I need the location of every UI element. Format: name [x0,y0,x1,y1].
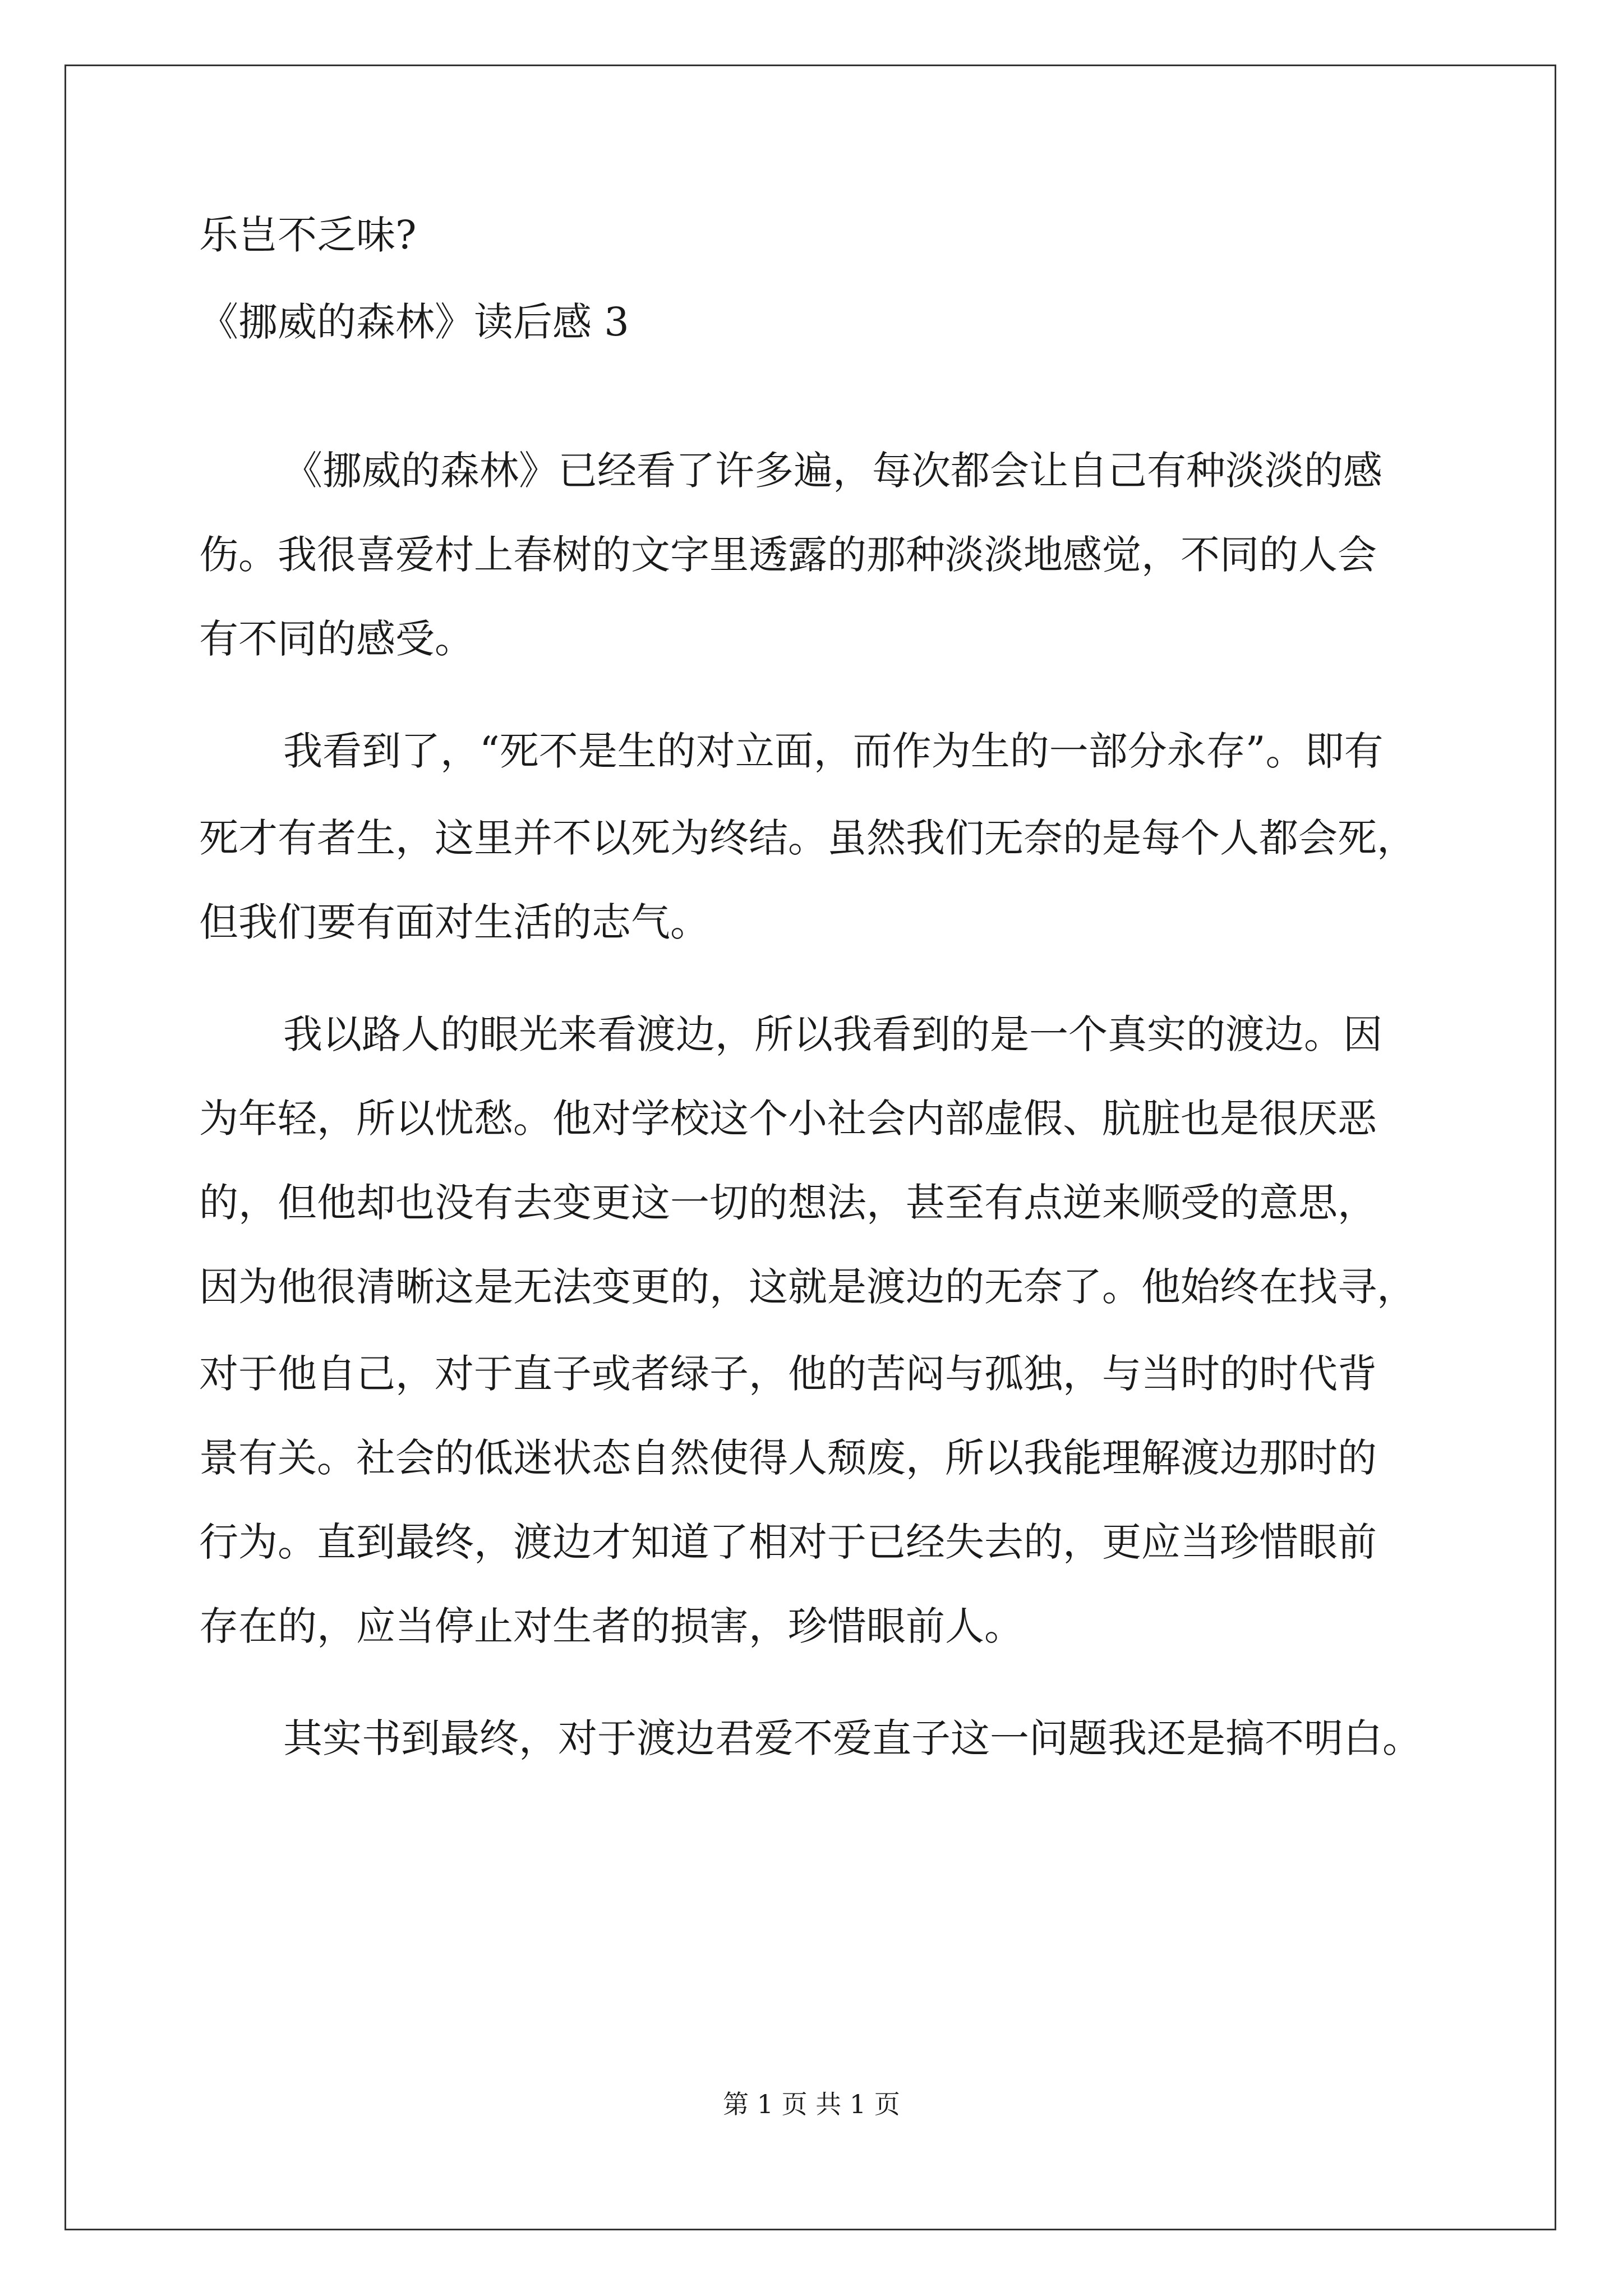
text-line: 的，但他却也没有去变更这一切的想法，甚至有点逆来顺受的意思， [199,1180,1377,1226]
page-frame [64,65,1556,2230]
text-line: 因为他很清晰这是无法变更的，这就是渡边的无奈了。他始终在找寻， [199,1264,1416,1310]
text-line: 《挪威的森林》已经看了许多遍，每次都会让自己有种淡淡的感 [283,448,1382,494]
section-heading: 《挪威的森林》读后感 3 [199,299,629,345]
text-line: 为年轻，所以忧愁。他对学校这个小社会内部虚假、肮脏也是很厌恶 [199,1096,1377,1142]
text-line: 景有关。社会的低迷状态自然使得人颓废，所以我能理解渡边那时的 [199,1435,1377,1481]
text-line: 其实书到最终，对于渡边君爱不爱直子这一问题我还是搞不明白。 [283,1715,1422,1761]
text-line: 行为。直到最终，渡边才知道了相对于已经失去的，更应当珍惜眼前 [199,1519,1377,1565]
page-number: 第 1 页 共 1 页 [723,2089,900,2119]
text-line: 对于他自己，对于直子或者绿子，他的苦闷与孤独，与当时的时代背 [199,1351,1377,1397]
text-line: 伤。我很喜爱村上春树的文字里透露的那种淡淡地感觉，不同的人会 [199,532,1377,578]
text-line: 死才有者生，这里并不以死为终结。虽然我们无奈的是每个人都会死， [199,815,1416,861]
text-line: 有不同的感受。 [199,616,474,662]
text-line: 但我们要有面对生活的志气。 [199,899,709,945]
text-line: 我看到了，“死不是生的对立面，而作为生的一部分永存”。即有 [283,728,1384,774]
text-line: 我以路人的眼光来看渡边，所以我看到的是一个真实的渡边。因 [283,1011,1382,1057]
text-line: 存在的，应当停止对生者的损害，珍惜眼前人。 [199,1603,1023,1649]
text-line: 乐岂不乏味? [199,212,417,258]
